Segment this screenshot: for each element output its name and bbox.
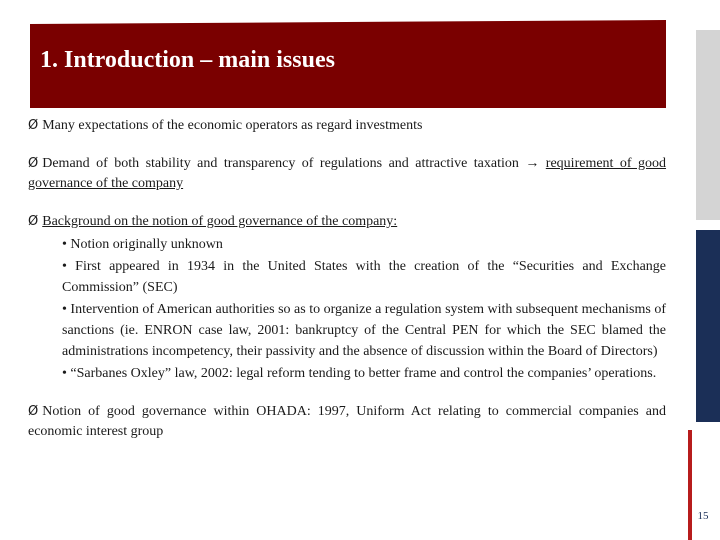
point-ohada — [28, 402, 666, 442]
point-stability — [28, 154, 666, 194]
side-strip-gray — [696, 30, 720, 220]
dot-bullet-icon: • — [62, 237, 67, 252]
side-strip-red — [688, 430, 692, 540]
point-investments — [28, 116, 666, 136]
arrow-bullet-icon: Ø — [28, 404, 39, 419]
list-item — [62, 234, 666, 255]
requirement-link[interactable]: requirement of good governance of the company — [28, 156, 667, 191]
arrow-bullet-icon: Ø — [28, 118, 39, 133]
dot-bullet-icon: • — [62, 302, 67, 317]
list-item — [62, 363, 666, 384]
background-heading: Background on the notion of good governance of the company: — [42, 214, 398, 229]
slide-title: 1. Introduction – main issues — [40, 47, 335, 73]
arrow-bullet-icon: Ø — [28, 156, 39, 171]
page-number: 15 — [697, 510, 709, 522]
list-item — [62, 256, 666, 298]
arrow-bullet-icon: Ø — [28, 214, 39, 229]
list-item — [62, 299, 666, 362]
list-item-text: “Sarbanes Oxley” law, 2002: legal reform tending to better frame and control the companies’ operations. — [70, 366, 657, 381]
dot-bullet-icon: • — [62, 259, 67, 274]
list-item-text: Intervention of American authorities so as to organize a regulation system with subsequent mechanisms of sanctions (ie. ENRON case law, 2001: bankruptcy of the Central PEN for which the SEC blamed the administrations incompetency, their passivity and the absence of discussion within the Board of Directors) — [62, 302, 666, 359]
point-text: Many expectations of the economic operators as regard investments — [42, 118, 423, 133]
point-text: Notion of good governance within OHADA: 1997, Uniform Act relating to commercial companies and economic interest group — [28, 404, 666, 439]
list-item-text: Notion originally unknown — [70, 237, 223, 252]
slide-body — [28, 116, 666, 442]
background-list — [62, 234, 666, 384]
point-background — [28, 212, 666, 384]
side-strip-navy — [696, 230, 720, 422]
list-item-text: First appeared in 1934 in the United States with the creation of the “Securities and Exchange Commission” (SEC) — [62, 259, 667, 295]
point-text: Demand of both stability and transparency of regulations and attractive taxation → — [42, 156, 546, 171]
dot-bullet-icon: • — [62, 366, 67, 381]
title-underline — [30, 106, 666, 108]
